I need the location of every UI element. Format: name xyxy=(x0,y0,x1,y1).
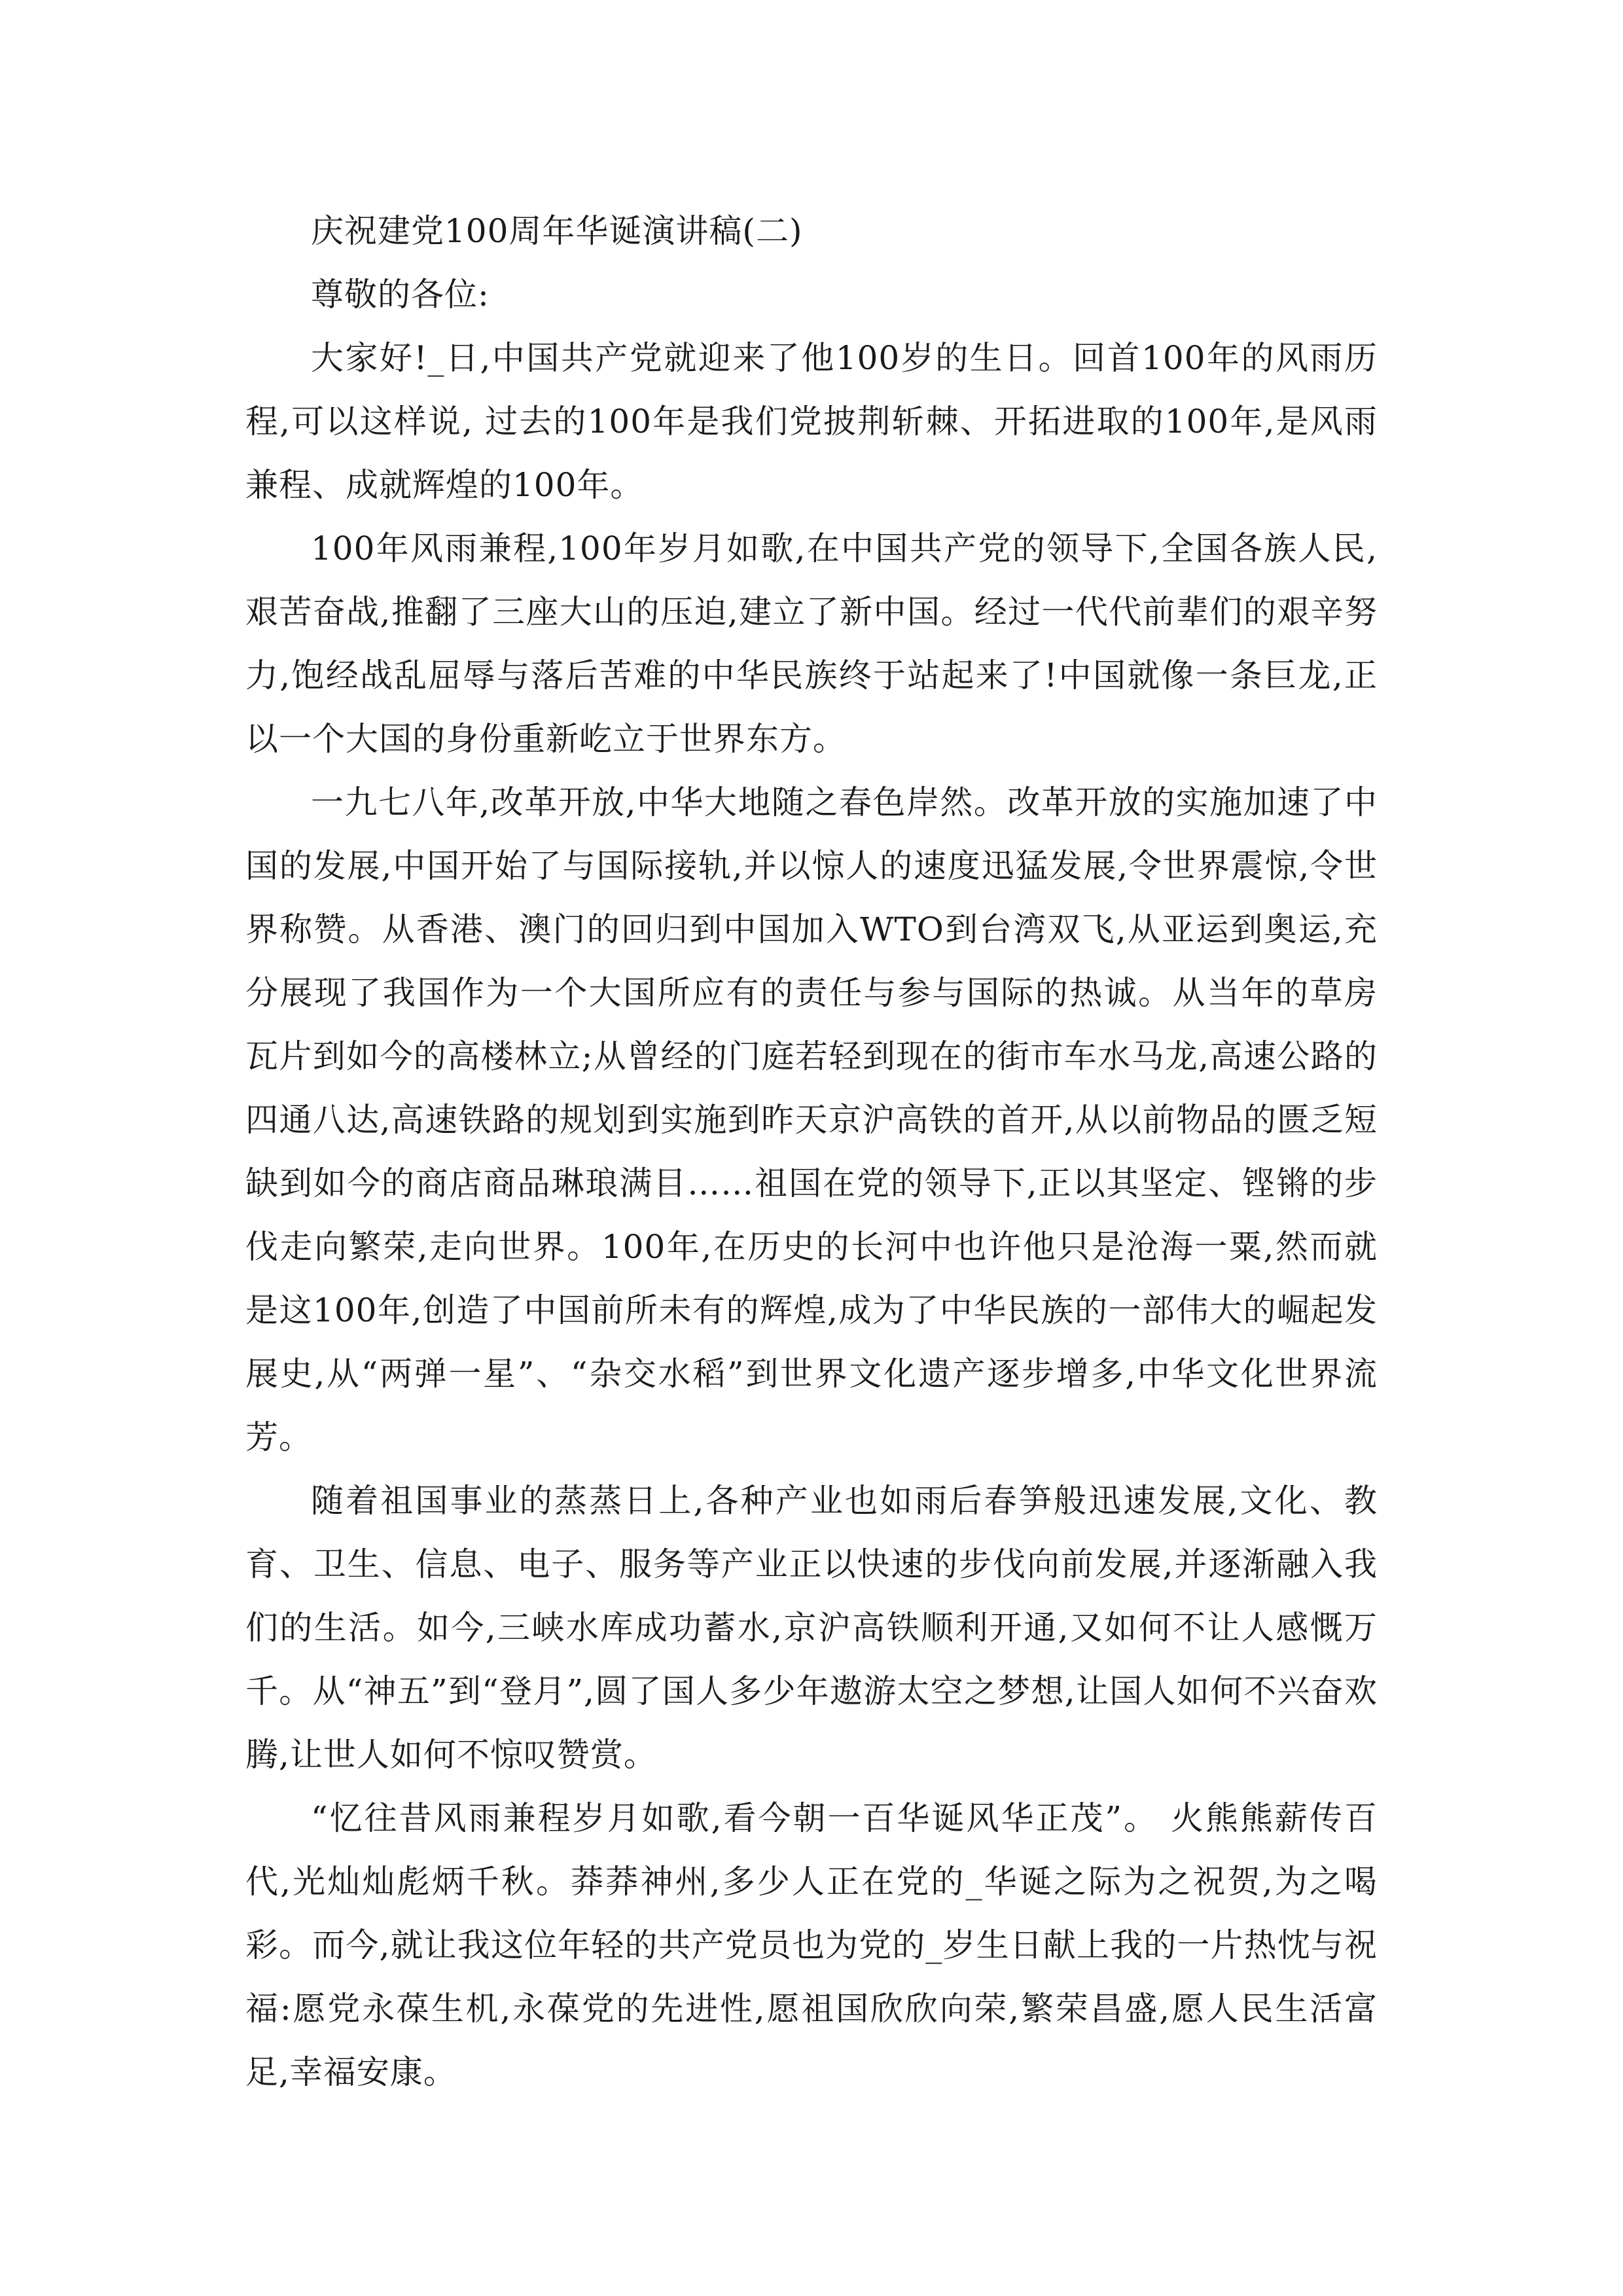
paragraph-5: “忆往昔风雨兼程岁月如歌,看今朝一百华诞风华正茂”。 火熊熊薪传百代,光灿灿彪炳千秋。莽莽神州,多少人正在党的_华诞之际为之祝贺,为之喝彩。而今,就让我这位年轻的共产党员也为党的_岁生日献上我的一片热忱与祝福:愿党永葆生机,永葆党的先进性,愿祖国欣欣向荣,繁荣昌盛,愿人民生活富足,幸福安康。 xyxy=(245,1799,1378,2091)
paragraph-4: 随着祖国事业的蒸蒸日上,各种产业也如雨后春笋般迅速发展,文化、教育、卫生、信息、电子、服务等产业正以快速的步伐向前发展,并逐渐融入我们的生活。如今,三峡水库成功蓄水,京沪高铁顺利开通,又如何不让人感慨万千。从“神五”到“登月”,圆了国人多少年遨游太空之梦想,让国人如何不兴奋欢腾,让世人如何不惊叹赞赏。 xyxy=(245,1482,1378,1774)
paragraph-2: 100年风雨兼程,100年岁月如歌,在中国共产党的领导下,全国各族人民,艰苦奋战,推翻了三座大山的压迫,建立了新中国。经过一代代前辈们的艰辛努力,饱经战乱屈辱与落后苦难的中华民族终于站起来了!中国就像一条巨龙,正以一个大国的身份重新屹立于世界东方。 xyxy=(245,529,1378,758)
salutation: 尊敬的各位: xyxy=(311,276,490,314)
document-body xyxy=(245,200,1378,2104)
paragraph-1: 大家好!_日,中国共产党就迎来了他100岁的生日。回首100年的风雨历程,可以这样说, 过去的100年是我们党披荆斩棘、开拓进取的100年,是风雨兼程、成就辉煌的100年。 xyxy=(245,339,1378,504)
document-title: 庆祝建党100周年华诞演讲稿(二) xyxy=(311,212,803,250)
paragraph-3: 一九七八年,改革开放,中华大地随之春色岸然。改革开放的实施加速了中国的发展,中国开始了与国际接轨,并以惊人的速度迅猛发展,令世界震惊,令世界称赞。从香港、澳门的回归到中国加入WTO到台湾双飞,从亚运到奥运,充分展现了我国作为一个大国所应有的责任与参与国际的热诚。从当年的草房瓦片到如今的高楼林立;从曾经的门庭若轻到现在的街市车水马龙,高速公路的四通八达,高速铁路的规划到实施到昨天京沪高铁的首开,从以前物品的匮乏短缺到如今的商店商品琳琅满目……祖国在党的领导下,正以其坚定、铿锵的步伐走向繁荣,走向世界。100年,在历史的长河中也许他只是沧海一粟,然而就是这100年,创造了中国前所未有的辉煌,成为了中华民族的一部伟大的崛起发展史,从“两弹一星”、“杂交水稻”到世界文化遗产逐步增多,中华文化世界流芳。 xyxy=(245,783,1378,1456)
